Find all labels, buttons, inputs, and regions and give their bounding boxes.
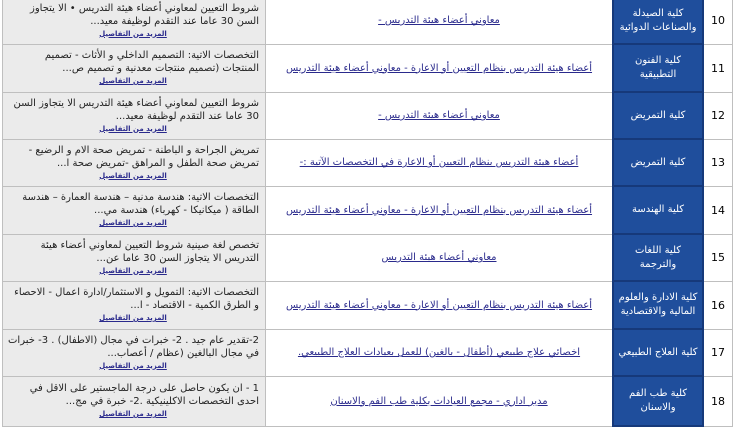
more-details-link[interactable]: المزيد من التفاصيل (99, 410, 167, 418)
job-title-link[interactable]: أعضاء هيئة التدريس بنظام التعيين أو الاعارة - معاوني أعضاء هيئة التدريس (285, 204, 593, 216)
job-title-link[interactable]: مدير اداري - مجمع العيادات بكلية طب الفم والاسنان (330, 395, 548, 407)
job-description: شروط التعيين لمعاوني أعضاء هيئة التدريس • الا يتجاوز السن 30 عاما عند التقدم لوظيفة معيد... (30, 2, 259, 27)
jobs-table (2, 0, 733, 427)
faculty-cell (613, 329, 703, 376)
table-row (3, 92, 733, 139)
description-cell (3, 92, 266, 139)
job-title-link[interactable]: أعضاء هيئة التدريس بنظام التعيين أو الاعارة في التخصصات الآتية :- (299, 157, 579, 168)
job-title-link[interactable]: أعضاء هيئة التدريس بنظام التعيين أو الاعارة - معاوني أعضاء هيئة التدريس (285, 299, 593, 311)
job-description: تمريض الجراحة و الباطنة - تمريض صحة الام و الرضيع - تمريض صحة الطفل و المراهق -تمريض صحة ا... (28, 144, 259, 169)
row-number: 18 (703, 376, 733, 426)
more-details-link[interactable]: المزيد من التفاصيل (99, 124, 167, 133)
job-title-link[interactable]: معاوني أعضاء هيئة التدريس - (378, 110, 500, 121)
job-title-link[interactable]: أعضاء هيئة التدريس بنظام التعيين أو الاعارة - معاوني أعضاء هيئة التدريس (285, 62, 593, 74)
description-cell (3, 186, 266, 234)
description-cell (3, 329, 266, 376)
faculty-cell (613, 0, 703, 44)
table-row (3, 234, 733, 281)
faculty-name: كلية طب الفم والاسنان (628, 388, 688, 413)
table-row (3, 376, 733, 426)
job-cell (266, 329, 614, 376)
job-title-link[interactable]: معاوني أعضاء هيئة التدريس - (378, 15, 500, 26)
faculty-cell (613, 139, 703, 186)
more-details-link[interactable]: المزيد من التفاصيل (99, 361, 167, 370)
more-details-link[interactable]: المزيد من التفاصيل (99, 171, 167, 180)
table-row (3, 186, 733, 234)
job-cell (266, 0, 614, 44)
table-row (3, 139, 733, 186)
job-cell (266, 44, 614, 92)
table-row (3, 281, 733, 329)
description-cell (3, 234, 266, 281)
job-cell (266, 186, 614, 234)
row-number: 14 (703, 186, 733, 234)
row-number: 12 (703, 92, 733, 139)
job-cell (266, 92, 614, 139)
faculty-cell (613, 234, 703, 281)
description-cell (3, 0, 266, 44)
row-number: 10 (703, 0, 733, 44)
job-description: التخصصات الاتية: التصميم الداخلي و الأثاث - تصميم المنتجات (تصميم منتجات معدنية و تصميم ص... (44, 50, 259, 74)
more-details-link[interactable]: المزيد من التفاصيل (99, 29, 167, 38)
description-cell (3, 281, 266, 329)
faculty-cell (613, 92, 703, 139)
row-number: 16 (703, 281, 733, 329)
table-row (3, 0, 733, 44)
job-cell (266, 281, 614, 329)
row-number: 13 (703, 139, 733, 186)
table-row (3, 44, 733, 92)
row-number: 11 (703, 44, 733, 92)
faculty-name: كلية التمريض (630, 109, 686, 121)
job-description: تخصص لغة صينية شروط التعيين لمعاوني أعضاء هيئة التدريس الا يتجاوز السن 30 عاما عن... (40, 239, 259, 264)
job-description: 2-تقدير عام جيد . 2- خبرات في مجال (الاطفال) . 3- خبرات في مجال البالغين (عظام / أعصاب... (8, 334, 259, 359)
faculty-cell (613, 186, 703, 234)
more-details-link[interactable]: المزيد من التفاصيل (99, 314, 167, 322)
faculty-cell (613, 376, 703, 426)
job-description: 1 - ان يكون حاصل على درجة الماجستير على الاقل في احدى التخصصات الاكلينيكية .2- خبرة في مج... (29, 383, 259, 407)
job-cell (266, 139, 614, 186)
faculty-name: كلية الهندسة (631, 204, 685, 215)
faculty-name: كلية اللغات والترجمة (634, 244, 682, 270)
job-description: شروط التعيين لمعاوني أعضاء هيئة التدريس الا يتجاوز السن 30 عاما عند التقدم لوظيفة معيد... (13, 97, 259, 122)
row-number: 17 (703, 329, 733, 376)
faculty-name: كلية الصيدلة والصناعات الدوائية (619, 7, 697, 33)
job-description: التخصصات الاتية: التمويل و الاستثمار/ادارة اعمال - الاحصاء و الطرق الكمية - الاقتصاد - ا... (14, 287, 259, 311)
faculty-cell (613, 44, 703, 92)
faculty-cell (613, 281, 703, 329)
description-cell (3, 376, 266, 426)
description-cell (3, 44, 266, 92)
job-cell (266, 234, 614, 281)
table-row (3, 329, 733, 376)
more-details-link[interactable]: المزيد من التفاصيل (99, 266, 167, 275)
description-cell (3, 139, 266, 186)
job-title-link[interactable]: اخصائي علاج طبيعي (أطفال - بالغين) للعمل بعيادات العلاج الطبيعي. (297, 347, 581, 358)
job-cell (266, 376, 614, 426)
faculty-name: كلية الفنون التطبيقية (634, 55, 682, 80)
faculty-name: كلية التمريض (630, 156, 686, 168)
more-details-link[interactable]: المزيد من التفاصيل (99, 219, 167, 227)
faculty-name: كلية العلاج الطبيعي (618, 346, 698, 358)
job-description: التخصصات الاتية: هندسة مدنية – هندسة العمارة – هندسة الطاقة ( ميكانيكا - كهرباء) هندسة مي... (22, 192, 259, 216)
job-title-link[interactable]: معاوني أعضاء هيئة التدريس (381, 252, 497, 263)
more-details-link[interactable]: المزيد من التفاصيل (99, 77, 167, 85)
row-number: 15 (703, 234, 733, 281)
faculty-name: كلية الادارة والعلوم المالية والاقتصادية (618, 292, 698, 317)
